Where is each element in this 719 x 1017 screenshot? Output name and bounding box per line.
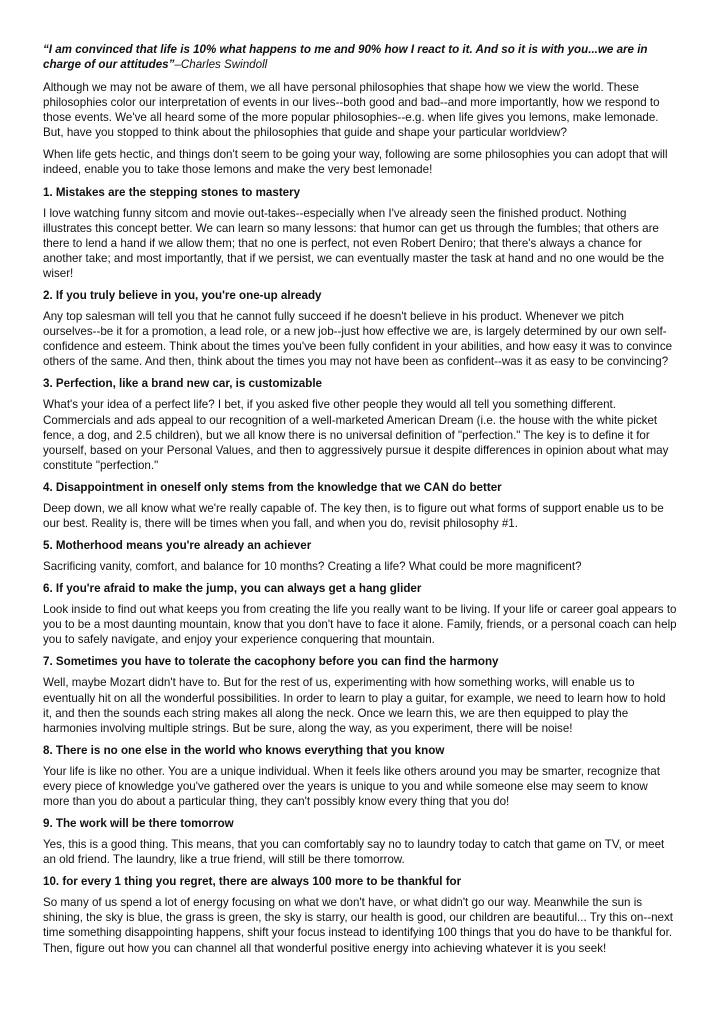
section-heading: 7. Sometimes you have to tolerate the cacophony before you can find the harmony xyxy=(43,655,499,669)
section-body: Sacrificing vanity, comfort, and balance for 10 months? Creating a life? What could be more magnificent? xyxy=(43,560,582,574)
section-body: Any top salesman will tell you that he cannot fully succeed if he doesn't believe in his product. Whenever we pitch ourselves--be it for a promotion, a lead role, or a new job--just how effective we are, is largely determined by our own self-confidence and esteem. Think about the times you've been fully confident in your abilities, and how easy it was to convince others of the same. And then, think about the times you may not have been as confident--was it as easy to be convincing? xyxy=(43,310,673,369)
section-body: Deep down, we all know what we're really capable of. The key then, is to figure out what forms of support enable us to be our best. Reality is, there will be times when you fall, and when you do, revisit philosophy #1. xyxy=(43,501,664,530)
section-body: I love watching funny sitcom and movie out-takes--especially when I've already seen the finished product. Nothing illustrates this concept better. We can learn so many lessons: that humor can get us through the fumbles; that others are there to lend a hand if we allow them; that no one is perfect, not even Robert Deniro; that there's always a chance for another take; and most importantly, that if we persist, we can eventually master the task at hand and no one would be the wiser! xyxy=(43,206,665,280)
section-5 xyxy=(43,538,677,574)
section-body: Yes, this is a good thing. This means, that you can comfortably say no to laundry today to catch that game on TV, or meet an old friend. The laundry, like a true friend, will still be there tomorrow. xyxy=(43,838,665,867)
section-heading: 4. Disappointment in oneself only stems from the knowledge that we CAN do better xyxy=(43,480,502,494)
intro-paragraph-1: Although we may not be aware of them, we all have personal philosophies that shape how we view the world. These philosophies color our interpretation of events in our lives--both good and bad--and more importantly, how we respond to those events. We've all heard some of the more popular philosophies--e.g. when life gives you lemons, make lemonade. But, have you stopped to think about the philosophies that guide and shape your particular worldview? xyxy=(43,81,660,140)
quote-text: “I am convinced that life is 10% what happens to me and 90% how I react to it. And so it is with you...we are in charge of our attitudes” xyxy=(43,43,648,71)
section-3 xyxy=(43,376,677,472)
section-body: What's your idea of a perfect life? I bet, if you asked five other people they would all tell you something different. Commercials and ads appeal to our recognition of a well-marketed American Dream (i.e. the house with the white picket fence, a dog, and 2.5 children), but we all know there is no universal definition of "perfection." The key is to define it for yourself, based on your Personal Values, and then to aggressively pursue it despite differences in opinion about what may constitute "perfection." xyxy=(43,398,669,472)
section-4 xyxy=(43,480,677,531)
section-heading: 8. There is no one else in the world who knows everything that you know xyxy=(43,743,445,757)
section-8 xyxy=(43,743,677,809)
section-body: So many of us spend a lot of energy focusing on what we don't have, or what didn't go our way. Meanwhile the sun is shining, the sky is blue, the grass is green, the sky is starry, our health is good, our children are beautiful... Try this on--next time something disappointing happens, shift your focus instead to identifying 100 things that you do have to be thankful for. Then, figure out how you can channel all that wonderful positive energy into achieving whatever it is you seek! xyxy=(43,896,674,955)
section-6 xyxy=(43,581,677,647)
section-body: Look inside to find out what keeps you from creating the life you really want to be living. If your life or career goal appears to you to be a most daunting mountain, know that you don't have to face it alone. Family, friends, or a personal coach can help you to safely navigate, and enjoy your experience conquering that mountain. xyxy=(43,603,677,647)
section-heading: 10. for every 1 thing you regret, there are always 100 more to be thankful for xyxy=(43,875,462,889)
document-page xyxy=(43,42,677,963)
section-body: Your life is like no other. You are a unique individual. When it feels like others around you may be smarter, recognize that every piece of knowledge you've gathered over the years is unique to you and while someone else may seem to know more than you do about a particular thing, they can't possibly know every thing that you do! xyxy=(43,764,660,808)
quote-author: –Charles Swindoll xyxy=(174,58,268,71)
section-2 xyxy=(43,288,677,369)
section-9 xyxy=(43,816,677,867)
section-7 xyxy=(43,654,677,735)
section-heading: 5. Motherhood means you're already an achiever xyxy=(43,539,312,553)
section-heading: 1. Mistakes are the stepping stones to mastery xyxy=(43,185,301,199)
section-1 xyxy=(43,185,677,281)
section-heading: 9. The work will be there tomorrow xyxy=(43,817,234,831)
section-heading: 3. Perfection, like a brand new car, is customizable xyxy=(43,377,322,391)
section-body: Well, maybe Mozart didn't have to. But for the rest of us, experimenting with how something works, will enable us to eventually hit on all the wonderful possibilities. In order to learn to play a guitar, for example, we need to learn how to hold it, and then the sounds each string makes all along the neck. Once we learn this, we are then equipped to play the harmonies involving multiple strings. But be sure, along the way, as you experiment, there will be noise! xyxy=(43,676,666,735)
section-heading: 6. If you're afraid to make the jump, you can always get a hang glider xyxy=(43,582,422,596)
section-heading: 2. If you truly believe in you, you're one-up already xyxy=(43,289,322,303)
intro-paragraph-2: When life gets hectic, and things don't seem to be going your way, following are some philosophies you can adopt that will indeed, enable you to take those lemons and make the very best lemonade! xyxy=(43,148,668,177)
opening-quote xyxy=(43,42,677,72)
section-10 xyxy=(43,874,677,955)
